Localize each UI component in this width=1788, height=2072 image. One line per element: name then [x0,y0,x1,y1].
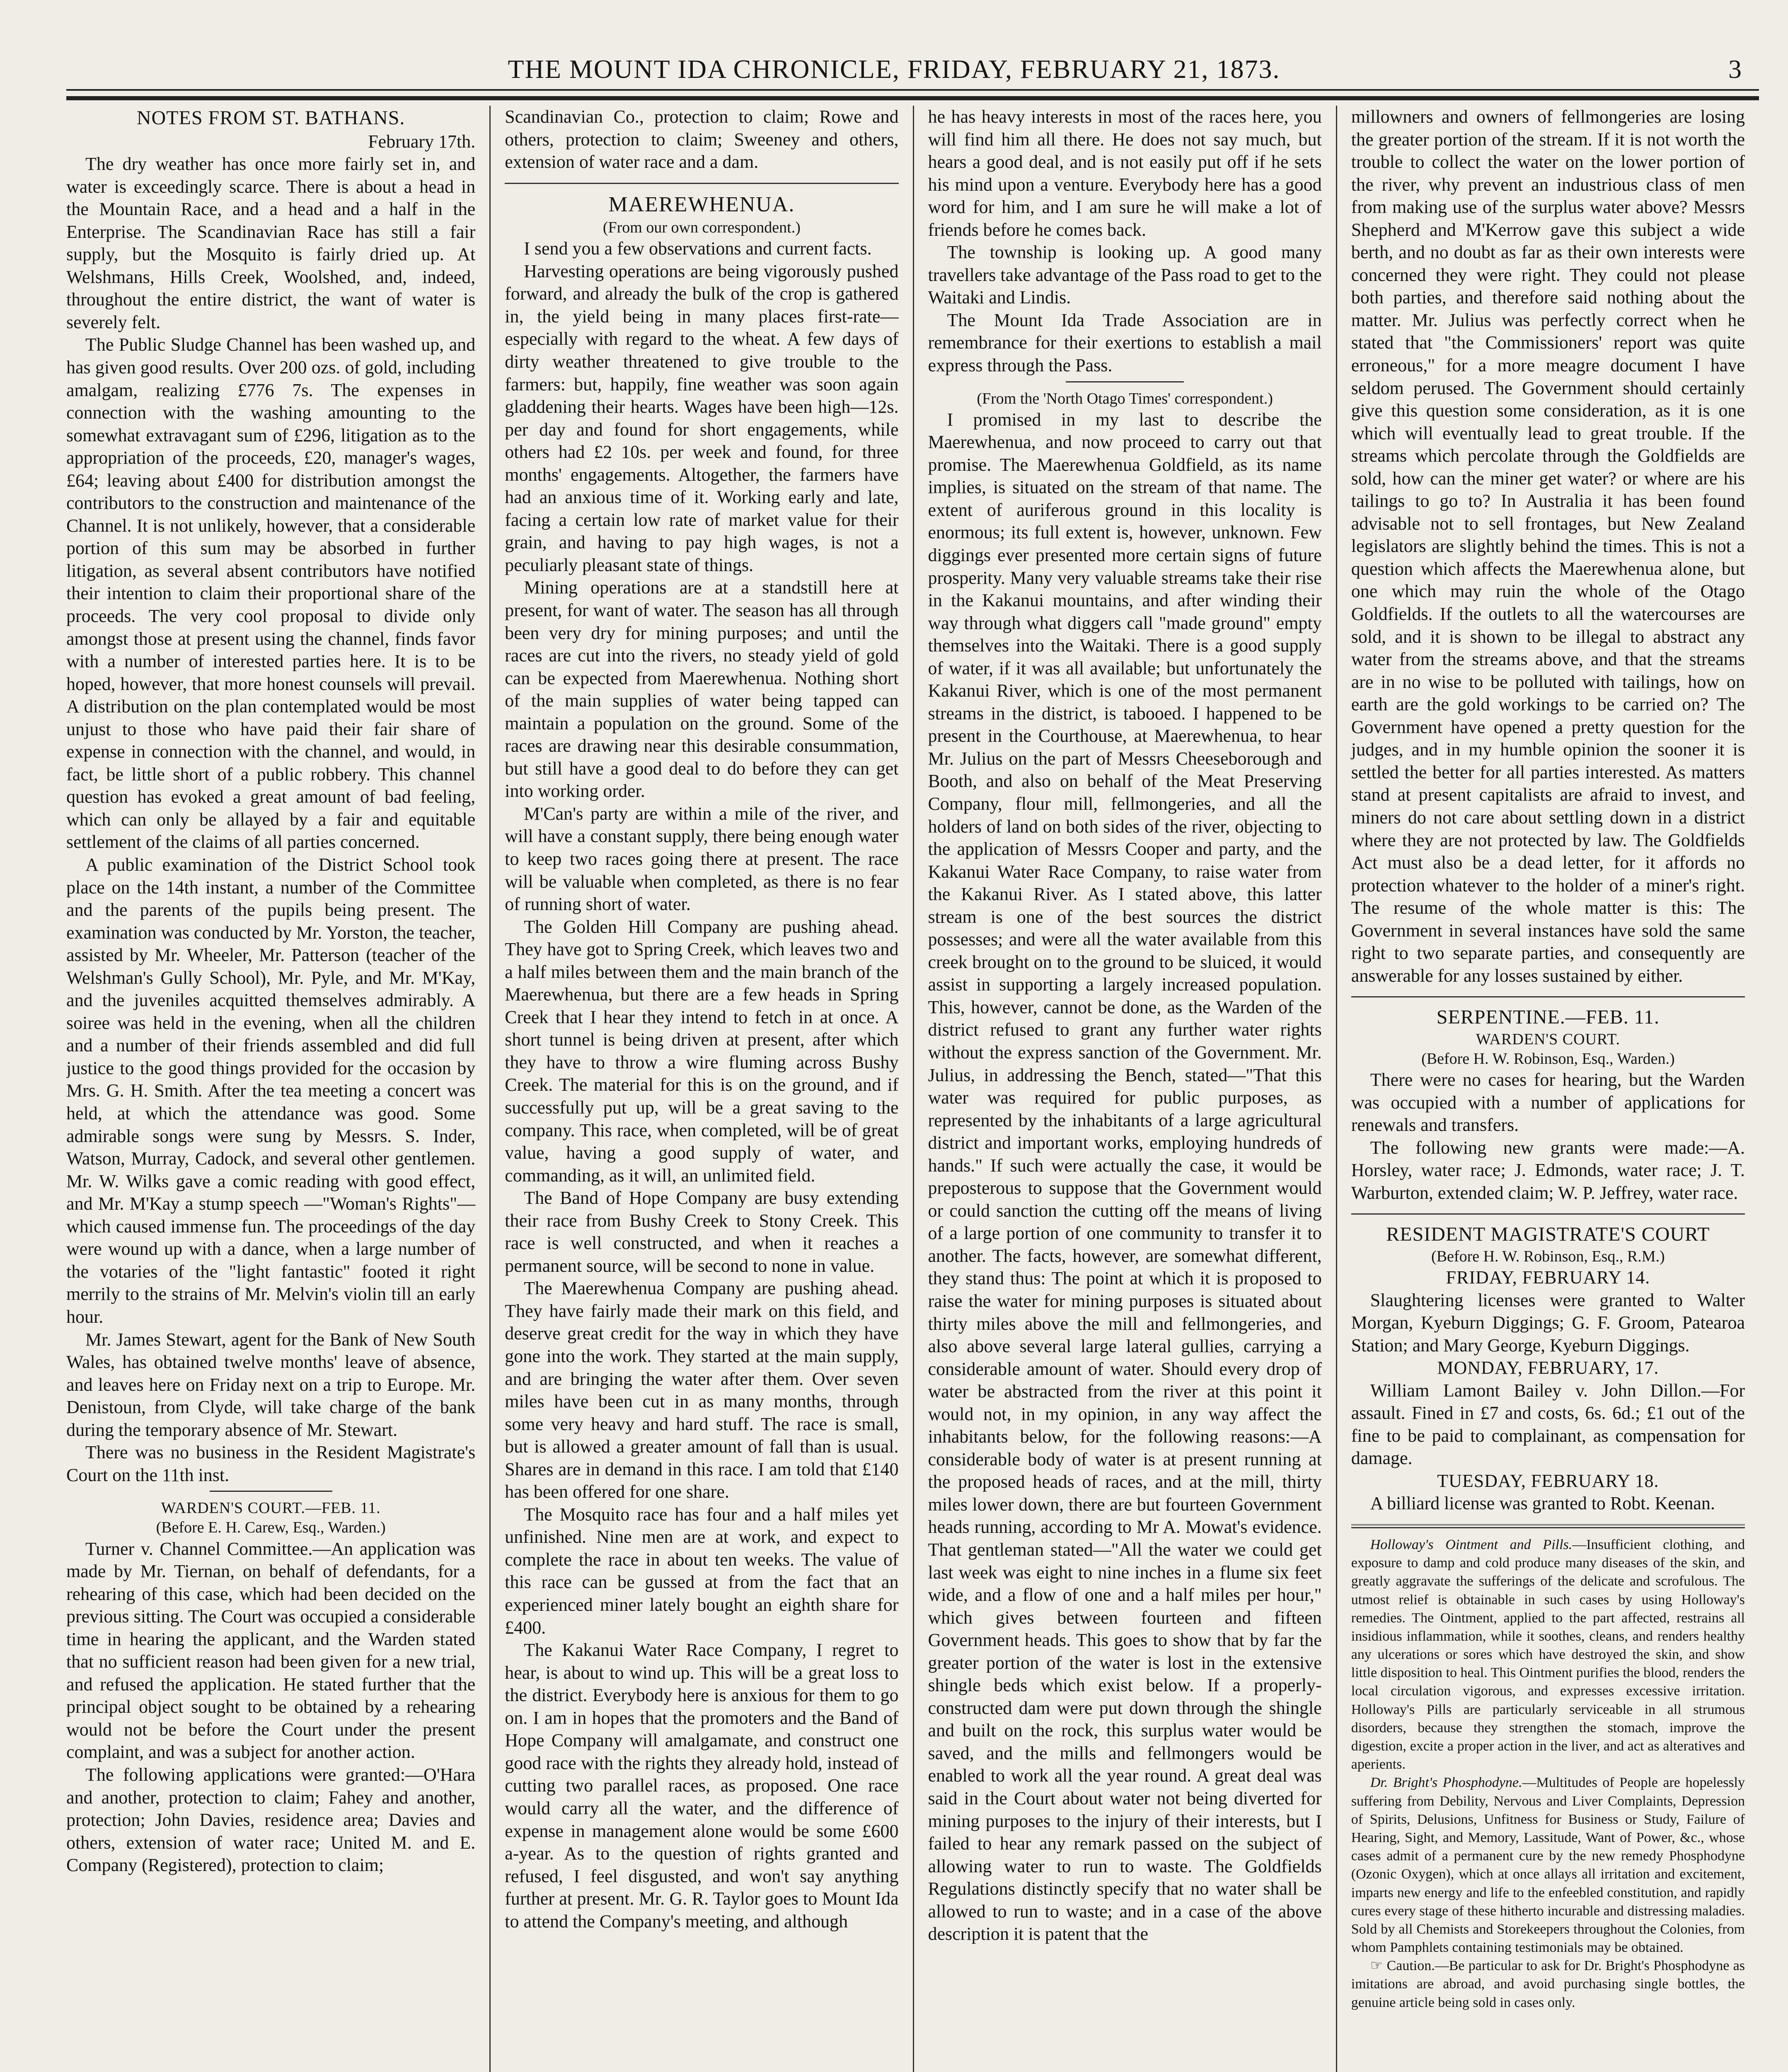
wardens-court-sub: (Before E. H. Carew, Esq., Warden.) [156,1519,386,1537]
column-4 [1336,106,1759,2072]
paragraph: millowners and owners of fellmongeries are losing the greater portion of the stream. If it is not worth the trouble to collect the water on the lower portion of the river, why prevent an industrious class of men from making use of the surplus water above? Messrs Shepherd and M'Kerrow gave this subject a wide berth, and no doubt as far as their own interests were concerned they were right. They could not please both parties, and therefore said nothing about the matter. Mr. Julius was perfectly correct when he stated that "the Commissioners' report was quite erroneous," for a more meagre document I have seldom perused. The Government should certainly give this question some consideration, as it is one which will eventually lead to great trouble. If the streams which percolate through the Goldfields are sold, how can the miner get water? or where are his tailings to go to? In Australia it has been found advisable not to sell frontages, but New Zealand legislators are slightly behind the times. This is not a question which affects the Maerewhenua alone, but one which may ruin the whole of the Otago Goldfields. If the outlets to all the watercourses are sold, and it is shown to be illegal to abstract any water from the streams above, and that the streams are in no wise to be polluted with tailings, how on earth are the gold workings to be carried on? The Government have opened a pretty question for the judges, and in my humble opinion the sooner it is settled the better for all parties interested. As matters stand at present capitalists are afraid to invest, and miners do not care about settling down in a district where they are not protected by law. The Goldfields Act must also be a dead letter, for it affords no protection whatever to the holder of a miner's right. The resume of the whole matter is this: The Government in several instances have sold the same right to two separate parties, and consequently are answerable for any losses sustained by either. [1351,107,1745,986]
dateline: February 17th. [368,131,476,152]
column-2 [489,106,912,2072]
advert-phosphodyne [1351,1774,1745,1957]
paragraph: The dry weather has once more fairly set in, and water is exceedingly scarce. There is about a head in the Mountain Race, and a head and a half in the Enterprise. The Scandinavian Race has still a fair supply, but the Mosquito is fairly dried up. At Welshmans, Hills Creek, Woolshed, and, indeed, throughout the entire district, the want of water is severely felt. [66,154,476,332]
paragraph: The Public Sludge Channel has been washed up, and has given good results. Over 200 ozs. of gold, including amalgam, realizing £776 7s. The expenses in connection with the washing amounting to the somewhat extravagant sum of £296, litigation as to the appropriation of the proceeds, £20, manager's wages, £64; leaving about £400 for distribution amongst the contributors to the construction and maintenance of the Channel. It is not unlikely, however, that a considerable portion of this sum may be absorbed in further litigation, as several absent contributors have notified their intention to claim their proportional share of the proceeds. The very cool proposal to divide only amongst those at present using the channel, finds favor with a number of interested parties here. It is to be hoped, however, that more honest counsels will prevail. A distribution on the plan contemplated would be most unjust to those who have paid their fair share of expense in connection with the channel, and would, in fact, be little short of a public robbery. This channel question has evoked a great amount of bad feeling, which can only be allayed by a fair and equitable settlement of the claims of all parties concerned. [66,334,476,852]
columns [66,106,1759,2072]
paragraph: A billiard license was granted to Robt. Keenan. [1370,1493,1715,1514]
paragraph: The Mosquito race has four and a half miles yet unfinished. Nine men are at work, and expect to complete the race in about ten weeks. The value of this race can be gussed at from the fact that an experienced miner lately bought an eighth share for £400. [505,1504,899,1638]
advert-text: —Multitudes of People are hopelessly suffering from Debility, Nervous and Liver Complaints, Depression of Spirits, Delusions, Unfitness for Business or Study, Failure of Hearing, Sight, and Memory, Lassitude, Want of Power, &c., whose cases admit of a permanent cure by the new remedy Phosphodyne (Ozonic Oxygen), which at once allays all irritation and excitement, imparts new energy and life to the enfeebled constitution, and rapidly cures every stage of these hitherto incurable and distressing maladies. Sold by all Chemists and Storekeepers throughout the Colonies, from whom Pamphlets containing testimonials may be obtained. [1351,1775,1745,1956]
paragraph: I send you a few observations and current facts. [524,238,872,259]
advert-caution-text: Caution.—Be particular to ask for Dr. Bright's Phosphodyne as imitations are abroad, and avoid purchasing single bottles, the genuine article being sold in cases only. [1351,1958,1745,2010]
court-date: TUESDAY, FEBRUARY 18. [1437,1470,1659,1491]
rm-court-heading: RESIDENT MAGISTRATE'S COURT [1386,1223,1710,1246]
advert-title: Holloway's Ointment and Pills. [1370,1537,1573,1552]
masthead-rule-thick [66,96,1759,100]
paragraph: he has heavy interests in most of the races here, you will find him all there. He does not say much, but hears a good deal, and is not easily put off if he sets his mind upon a venture. Everybody here has a good word for him, and I am sure he will make a lot of friends before he comes back. [928,107,1322,240]
advert-holloway [1351,1536,1745,1774]
paragraph: A public examination of the District School took place on the 14th instant, a number of the Committee and the parents of the pupils being present. The examination was conducted by Mr. Yorston, the teacher, assisted by Mr. Wheeler, Mr. Patterson (teacher of the Welshman's Gully School), Mr. Pyle, and Mr. M'Kay, and the juveniles acquitted themselves admirably. A soiree was held in the evening, when all the children and a number of their friends assembled and did full justice to the good things provided for the occasion by Mrs. G. H. Smith. After the tea meeting a concert was held, at which the attendance was good. Some admirable songs were sung by Messrs. S. Inder, Watson, Murray, Cadock, and several other gentlemen. Mr. W. Wilks gave a comic reading with good effect, and Mr. M'Kay a stump speech —"Woman's Rights"—which caused immense fun. The proceedings of the day were wound up with a dance, when a large number of the votaries of the "light fantastic" footed it right merrily to the strains of Mr. Melvin's violin till an early hour. [66,854,476,1327]
paragraph: Turner v. Channel Committee.—An application was made by Mr. Tiernan, on behalf of defendants, for a rehearing of this case, which had been decided on the previous sitting. The Court was occupied a considerable time in hearing the applicant, and the Warden stated that no sufficient reason had been given for a new trial, and refused the application. He stated further that the principal object sought to be obtained by a rehearing would not be before the Court under the present complaint, and was a subject for another action. [66,1538,476,1762]
paragraph: Mr. James Stewart, agent for the Bank of New South Wales, has obtained twelve months' leave of absence, and leaves here on Friday next on a trip to Europe. Mr. Denistoun, from Clyde, will take charge of the bank during the temporary absence of Mr. Stewart. [66,1329,476,1440]
paragraph: There were no cases for hearing, but the Warden was occupied with a number of applications for renewals and transfers. [1351,1070,1745,1135]
pointing-hand-icon: ☞ [1370,1958,1387,1974]
advert-text: —Insufficient clothing, and exposure to damp and cold produce many diseases of the skin, and greatly aggravate the sufferings of the delicate and scrofulous. The utmost relief is obtainable in such cases by using Holloway's remedies. The Ointment, applied to the part affected, restrains all insidious inflammation, while it soothes, cleans, and renders healthy any ulcerations or sores which have destroyed the skin, and show little disposition to heal. This Ointment purifies the blood, renders the local circulation vigorous, and expresses excessive irritation. Holloway's Pills are particularly serviceable in all strumous disorders, because they strengthen the stomach, improve the digestion, excite a proper action in the liver, and act as alteratives and aperients. [1351,1537,1745,1772]
paragraph: The Golden Hill Company are pushing ahead. They have got to Spring Creek, which leaves two and a half miles between them and the main branch of the Maerewhenua, but there are a few heads in Spring Creek that I hear they intend to fetch in at once. A short tunnel is being driven at present, after which they have to throw a wire fluming across Bushy Creek. The material for this is on the ground, and if successfully put up, will be a great saving to the company. This race, when completed, will be of great value, having a good supply of water, and commanding, as it will, an unlimited field. [505,916,899,1186]
advert-title: Dr. Bright's Phosphodyne. [1370,1775,1522,1791]
serpentine-heading: SERPENTINE.—FEB. 11. [1436,1006,1660,1029]
paragraph: The Maerewhenua Company are pushing ahead. They have fairly made their mark on this field, and deserve great credit for the way in which they have gone into the work. They started at the main supply, and are bringing the water after them. Over seven miles have been cut in as many months, through some very heavy and hard stuff. The race is small, but is allowed a greater amount of fall than is usual. Shares are in demand in this race. I am told that £140 has been offered for one share. [505,1278,899,1502]
column-1 [66,106,489,2072]
paragraph: I promised in my last to describe the Maerewhenua, and now proceed to carry out that promise. The Maerewhenua Goldfield, as its name implies, is situated on the stream of that name. The extent of auriferous ground in this locality is enormous; its full extent is, however, unknown. Few diggings ever presented more certain signs of future prosperity. Many very valuable streams take their rise in the Kakanui mountains, and after winding their way through what diggers call "made ground" empty themselves into the Waitaki. There is a good supply of water, if it was all available; but unfortunately the Kakanui River, which is one of the most permanent streams in the district, is tabooed. I happened to be present in the Courthouse, at Maerewhenua, to hear Mr. Julius on the part of Messrs Cheeseborough and Booth, and also on behalf of the Meat Preserving Company, flour mill, fellmongeries, and all the holders of land on both sides of the river, objecting to the application of Messrs Cooper and party, and the Kakanui Water Race Company, to raise water from the Kakanui River. As I stated above, this latter stream is one of the best sources the district possesses; and were all the water available from this creek brought on to the ground to be sluiced, it would assist in supporting a largely increased population. This, however, cannot be done, as the Warden of the district refused to grant any further water rights without the express sanction of the Government. Mr. Julius, in addressing the Bench, stated—"That this water was required for public purposes, as represented by the inhabitants of a large agricultural district and important works, employing hundreds of hands." If such were actually the case, it would be preposterous to suppose that the Government would or could sanction the cutting off the means of living of a large portion of one community to transfer it to another. The facts, however, are somewhat different, they stand thus: The point at which it is proposed to raise the water for mining purposes is situated about thirty miles above the mill and fellmongeries, and also above several large lateral gullies, carrying a considerable amount of water. Should every drop of water be abstracted from the river at this point it would not, in my opinion, in any way affect the inhabitants below, for the following reasons:—A considerable body of water is at present running at the proposed heads of races, and at the mill, thirty miles lower down, there are but fourteen Government heads running, according to Mr A. Mowat's evidence. That gentleman stated—"All the water we could get last week was eight to nine inches in a flume six feet wide, and a flow of one and a half miles per hour," which gives between fourteen and fifteen Government heads. This goes to show that by far the greater portion of the water is lost in the extensive shingle beds which exist below. If a properly-constructed dam were put down through the shingle and built on the rock, this surplus water would be saved, and the mills and fellmongers would be enabled to work all the year round. A great deal was said in the Court about water not being diverted for mining purposes to the injury of their interests, but I failed to hear any remark passed on the subject of allowing water to run to waste. The Goldfields Regulations distinctly specify that no water shall be allowed to run to waste; and in a case of the above description it is patent that the [928,409,1322,1944]
wardens-court-title: WARDEN'S COURT. [1476,1030,1620,1048]
masthead-title: THE MOUNT IDA CHRONICLE, FRIDAY, FEBRUARY 21, 1873. [508,54,1280,84]
paragraph: The following applications were granted:—O'Hara and another, protection to claim; Fahey and another, protection; John Davies, residence area; Davies and others, extension of water race; United M. and E. Company (Registered), protection to claim; [66,1765,476,1876]
paragraph: The township is looking up. A good many travellers take advantage of the Pass road to get to the Waitaki and Lindis. [928,242,1322,308]
court-date: MONDAY, FEBRUARY, 17. [1437,1358,1659,1378]
divider [1351,1524,1745,1528]
divider [210,1491,332,1492]
divider [1066,381,1184,382]
divider [1351,1213,1745,1215]
advert-caution [1351,1957,1745,2012]
wardens-court-heading: WARDEN'S COURT.—FEB. 11. [161,1499,381,1517]
paragraph: The Kakanui Water Race Company, I regret to hear, is about to wind up. This will be a great loss to the district. Everybody here is anxious for them to go on. I am in hopes that the promoters and the Band of Hope Company will amalgamate, and construct one good race with the rights they already hold, instead of cutting two parallel races, as proposed. One race would carry all the water, and the difference of expense in management alone would be some £600 a-year. As to the question of rights granted and refused, I feel disgusted, and won't say anything further at present. Mr. G. R. Taylor goes to Mount Ida to attend the Company's meeting, and although [505,1640,899,1932]
correspondent-note: (From the 'North Otago Times' correspondent.) [977,390,1273,407]
divider [505,183,898,184]
paragraph: Mining operations are at a standstill here at present, for want of water. The season has all through been very dry for mining purposes; and until the races are cut into the rivers, no steady yield of gold can be expected from Maerewhenua. Nothing short of the main supplies of water being tapped can maintain a population on the ground. Some of the races are drawing near this desirable consummation, but still have a good deal to do before they can get into working order. [505,577,899,801]
paragraph: Harvesting operations are being vigorously pushed forward, and already the bulk of the crop is gathered in, the yield being in many places first-rate—especially with regard to the wheat. A few days of dirty weather threatened to give trouble to the farmers: but, happily, fine weather was soon again gladdening their hearts. Wages have been high—12s. per day and found for short engagements, while others had £2 10s. per week and found, for three months' engagements. Altogether, the farmers have had an anxious time of it. Working early and late, facing a certain low rate of market value for their grain, and having to pay high wages, is not a peculiarly pleasant state of things. [505,261,899,575]
masthead [29,54,1759,87]
rm-court-sub: (Before H. W. Robinson, Esq., R.M.) [1431,1247,1665,1265]
paragraph: Scandinavian Co., protection to claim; Rowe and others, protection to claim; Sweeney and others, extension of water race and a dam. [505,107,899,172]
paragraph: The Mount Ida Trade Association are in remembrance for their exertions to establish a mail express through the Pass. [928,310,1322,376]
paragraph: There was no business in the Resident Magistrate's Court on the 11th inst. [66,1442,476,1485]
paragraph: The Band of Hope Company are busy extending their race from Bushy Creek to Stony Creek. This race is well constructed, and when it reaches a permanent source, will be second to none in value. [505,1188,899,1276]
column-3 [913,106,1336,2072]
paragraph: William Lamont Bailey v. John Dillon.—For assault. Fined in £7 and costs, 6s. 6d.; £1 out of the fine to be paid to complainant, as compensation for damage. [1351,1380,1745,1469]
court-date: FRIDAY, FEBRUARY 14. [1446,1267,1650,1288]
article-heading-maerewhenua: MAEREWHENUA. [608,192,795,216]
article-heading-st-bathans: NOTES FROM ST. BATHANS. [136,107,405,129]
paragraph: M'Can's party are within a mile of the river, and will have a constant supply, there being enough water to keep two races going there at present. The race will be valuable when completed, as there is no fear of running short of water. [505,803,899,915]
paragraph: Slaughtering licenses were granted to Walter Morgan, Kyeburn Diggings; G. F. Groom, Patearoa Station; and Mary George, Kyeburn Diggings. [1351,1290,1745,1356]
page-number: 3 [1728,54,1742,84]
divider [1351,996,1745,997]
masthead-rule [66,89,1759,91]
correspondent-note: (From our own correspondent.) [602,219,801,237]
paragraph: The following new grants were made:—A. Horsley, water race; J. Edmonds, water race; J. T. Warburton, extended claim; W. P. Jeffrey, water race. [1351,1137,1745,1203]
advertisement [1351,1536,1745,2012]
wardens-court-sub: (Before H. W. Robinson, Esq., Warden.) [1421,1050,1675,1067]
